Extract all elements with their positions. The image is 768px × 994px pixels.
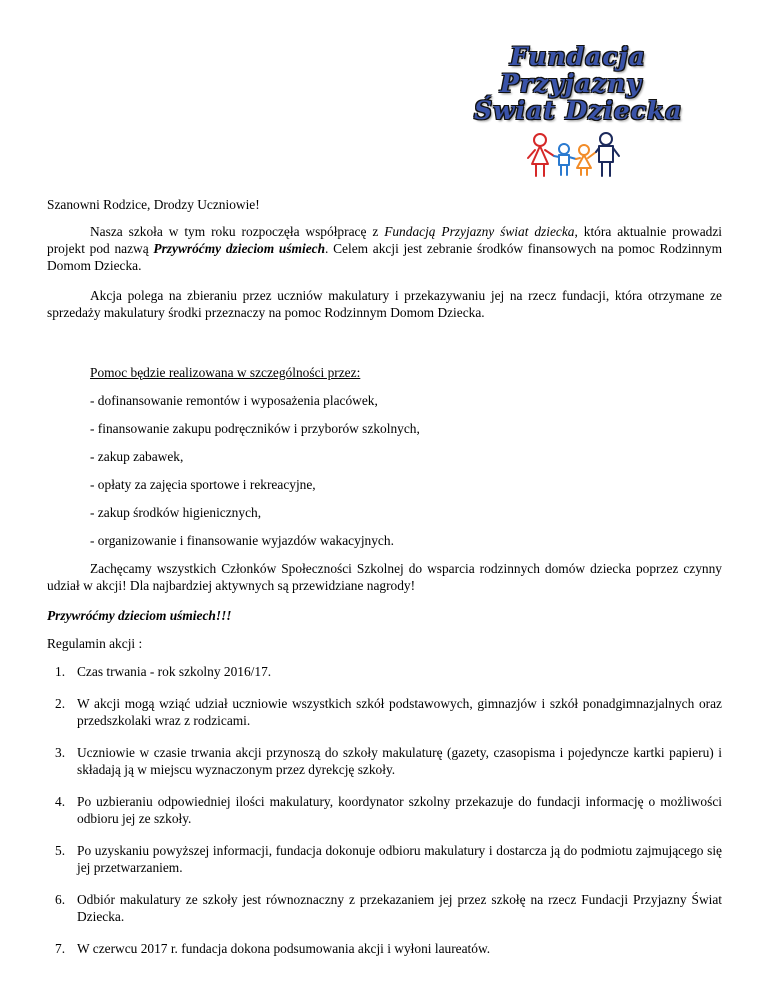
logo-line-1: Fundacja [510,42,646,71]
help-item: - zakup zabawek, [90,449,184,464]
logo-line-2: Przyjazny [500,69,642,98]
rule-number: 2. [55,696,66,711]
rule-text: Uczniowie w czasie trwania akcji przynoszą do szkoły makulaturę (gazety, czasopisma i pojedyncze kartki papieru) i składają ją w miejscu wyznaczonym przez dyrekcję szkoły. [77,745,722,777]
intro-paragraph [47,223,722,274]
help-item: - finansowanie zakupu podręczników i przyborów szkolnych, [90,421,420,436]
help-item: - organizowanie i finansowanie wyjazdów wakacyjnych. [90,533,394,548]
logo-line-3: Świat Dziecka [474,96,683,125]
intro-text-part-2: , która aktualnie prowadzi projekt pod nazwą [47,224,723,256]
foundation-logo [474,42,719,182]
description-paragraph: Akcja polega na zbieraniu przez uczniów makulatury i przekazywaniu jej na rzecz fundacji, która otrzymane ze sprzedaży makulatury środki przeznaczy na pomoc Rodzinnym Domom Dziecka. [47,288,722,320]
rules-list [47,663,722,957]
rule-text: Czas trwania - rok szkolny 2016/17. [77,664,272,679]
rule-number: 5. [55,843,66,858]
rule-item [47,663,722,680]
rule-number: 3. [55,745,66,760]
rule-text: Po uzbieraniu odpowiedniej ilości makulatury, koordynator szkolny przekazuje do fundacji informację o możliwości odbioru jej ze szkoły. [77,794,722,826]
rule-text: W akcji mogą wziąć udział uczniowie wszystkich szkół podstawowych, gimnazjów i szkół ponadgimnazjalnych oraz przedszkolaki wraz z rodzicami. [77,696,722,728]
rule-item [47,891,722,925]
letter-body [47,196,722,972]
family-holding-hands-icon [526,132,666,178]
help-item: - dofinansowanie remontów i wyposażenia placówek, [90,393,378,408]
rule-item [47,842,722,876]
rule-item [47,940,722,957]
foundation-name: Fundacją Przyjazny świat dziecka [384,224,575,239]
intro-text-part-1: Nasza szkoła w tym roku rozpoczęła współpracę z [90,224,385,239]
salutation: Szanowni Rodzice, Drodzy Uczniowie! [47,197,260,212]
closing-slogan: Przywróćmy dzieciom uśmiech!!! [47,608,232,623]
help-item: - opłaty za zajęcia sportowe i rekreacyjne, [90,477,316,492]
rule-item [47,744,722,778]
help-heading: Pomoc będzie realizowana w szczególności przez: [90,365,361,380]
rule-text: Odbiór makulatury ze szkoły jest równoznaczny z przekazaniem jej przez szkołę na rzecz Fundacji Przyjazny Świat Dziecka. [77,892,722,924]
intro-text-part-3: . Celem akcji jest zebranie środków finansowych na pomoc Rodzinnym Domom Dziecka. [47,241,722,273]
rule-item [47,695,722,729]
project-name: Przywróćmy dzieciom uśmiech [153,241,326,256]
rule-number: 7. [55,941,66,956]
rule-text: Po uzyskaniu powyższej informacji, fundacja dokonuje odbioru makulatury i dostarcza ją do podmiotu zajmującego się jej przetwarzaniem. [77,843,722,875]
rule-item [47,793,722,827]
rule-number: 6. [55,892,66,907]
rule-number: 1. [55,664,66,679]
rule-number: 4. [55,794,66,809]
rule-text: W czerwcu 2017 r. fundacja dokona podsumowania akcji i wyłoni laureatów. [77,941,491,956]
help-item: - zakup środków higienicznych, [90,505,262,520]
encouragement-paragraph: Zachęcamy wszystkich Członków Społeczności Szkolnej do wsparcia rodzinnych domów dziecka poprzez czynny udział w akcji! Dla najbardziej aktywnych są przewidziane nagrody! [47,561,722,593]
rules-heading: Regulamin akcji : [47,636,143,651]
